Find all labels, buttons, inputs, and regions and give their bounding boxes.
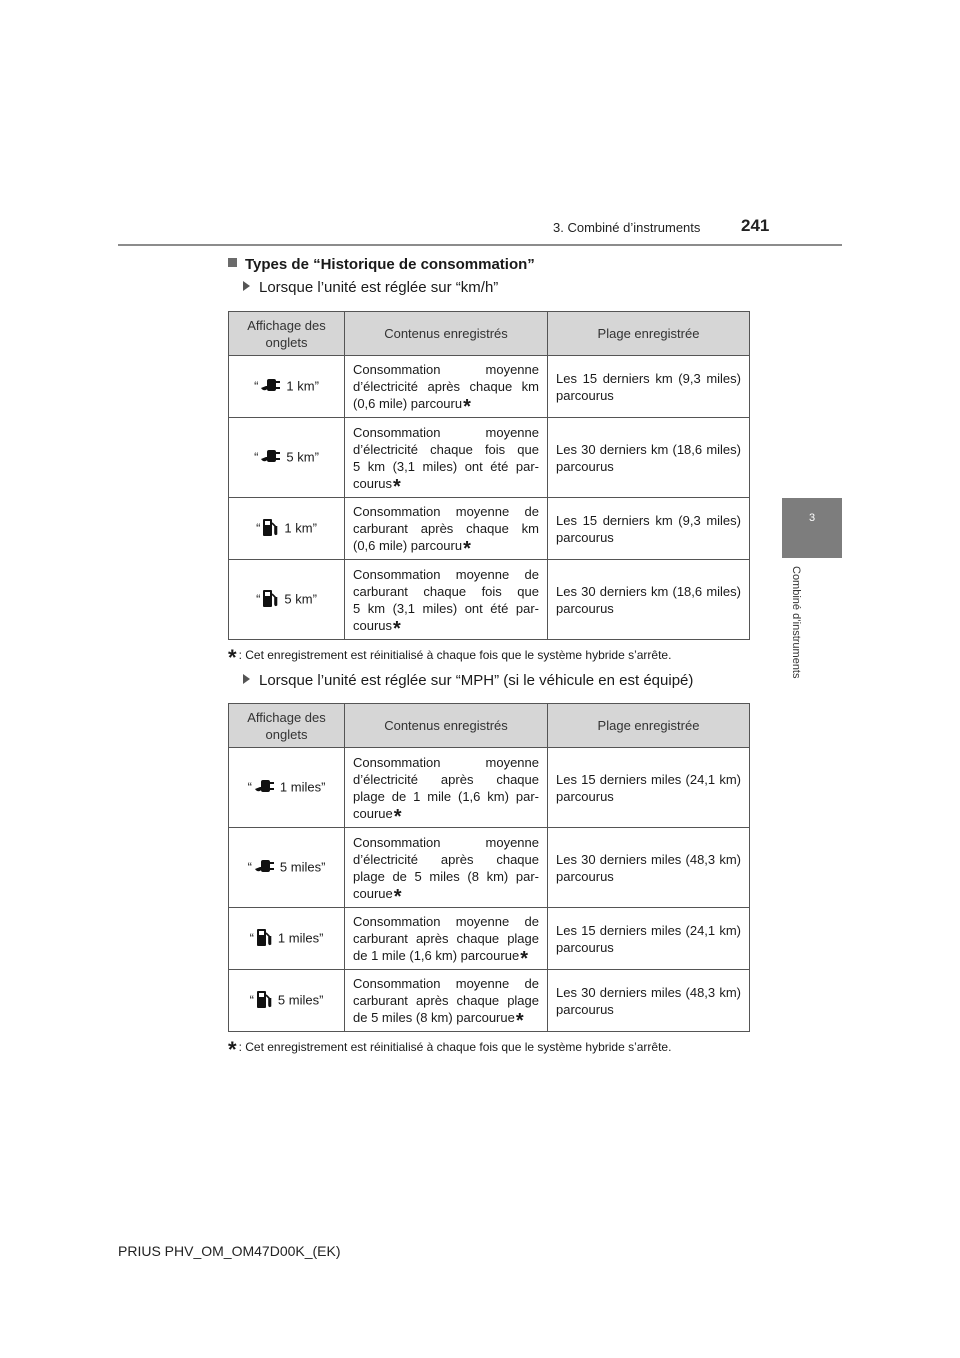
tab-display-cell xyxy=(229,418,345,498)
content-line: d’électricité après chaque xyxy=(353,771,539,787)
content-line: Consommation moyenne xyxy=(353,424,539,440)
tab-display-cell xyxy=(229,498,345,560)
fuel-pump-icon xyxy=(256,989,272,1013)
content-line: carburant après chaque plage xyxy=(353,993,539,1008)
content-line: 5 km (3,1 miles) ont été par- xyxy=(353,458,539,474)
chapter-number: 3 xyxy=(808,512,816,524)
content-line: Consommation moyenne de xyxy=(353,914,539,929)
content-line: carburant chaque fois que xyxy=(353,583,539,599)
asterisk-icon: * xyxy=(463,538,471,560)
footnote-text: : Cet enregistrement est réinitialisé à chaque fois que le système hybride s’arrête. xyxy=(238,648,672,662)
content-line: (0,6 mile) parcouru* xyxy=(353,396,471,418)
document-id: PRIUS PHV_OM_OM47D00K_(EK) xyxy=(118,1243,341,1259)
table-row xyxy=(229,560,750,640)
subheading-text: Lorsque l’unité est réglée sur “MPH” (si le véhicule en est équipé) xyxy=(259,672,694,689)
recorded-content-cell xyxy=(345,418,548,498)
section-heading-text: Types de “Historique de consommation” xyxy=(245,256,535,273)
content-line: d’électricité chaque fois que xyxy=(353,441,539,457)
triangle-bullet-icon xyxy=(243,281,250,291)
content-line: Consommation moyenne de xyxy=(353,566,539,582)
subheading-mph xyxy=(243,672,693,689)
subheading-text: Lorsque l’unité est réglée sur “km/h” xyxy=(259,279,499,296)
content-line: d’électricité après chaque xyxy=(353,851,539,867)
content-line: de 5 miles (8 km) parcourue* xyxy=(353,1010,524,1032)
open-quote: “ xyxy=(256,590,261,606)
recorded-range-cell: Les 15 derniers miles (24,1 km) parcourus xyxy=(548,748,750,828)
asterisk-icon: * xyxy=(393,805,402,828)
table-row xyxy=(229,498,750,560)
recorded-range-cell: Les 30 derniers km (18,6 miles) parcourus xyxy=(548,418,750,498)
table-row xyxy=(229,748,750,828)
tab-display-cell xyxy=(229,828,345,908)
content-line: Consommation moyenne de xyxy=(353,504,539,519)
content-line: Consommation moyenne xyxy=(353,362,539,377)
asterisk-icon: * xyxy=(228,1037,237,1062)
open-quote: “ xyxy=(249,929,254,945)
content-line: Consommation moyenne xyxy=(353,834,539,850)
content-line: courue* xyxy=(353,805,402,828)
square-bullet-icon xyxy=(228,258,237,267)
tab-display-cell xyxy=(229,908,345,970)
recorded-range-cell: Les 30 derniers km (18,6 miles) parcourus xyxy=(548,560,750,640)
fuel-pump-icon xyxy=(262,588,278,612)
column-header: Plage enregistrée xyxy=(548,704,750,748)
tab-label: 1 km” xyxy=(284,519,317,535)
tab-display-cell xyxy=(229,748,345,828)
open-quote: “ xyxy=(247,858,252,874)
recorded-range-cell: Les 30 derniers miles (48,3 km) parcourus xyxy=(548,828,750,908)
table-row xyxy=(229,970,750,1032)
ev-plug-icon xyxy=(260,376,280,398)
column-header: Contenus enregistrés xyxy=(345,704,548,748)
table-row xyxy=(229,418,750,498)
section-heading xyxy=(228,256,535,273)
column-header: Affichage des onglets xyxy=(229,704,345,748)
content-line: de 1 mile (1,6 km) parcourue* xyxy=(353,948,528,970)
open-quote: “ xyxy=(254,377,259,393)
ev-plug-icon xyxy=(260,447,280,469)
content-line: 5 km (3,1 miles) ont été par- xyxy=(353,600,539,616)
column-header: Affichage des onglets xyxy=(229,312,345,356)
fuel-pump-icon xyxy=(262,517,278,541)
header-divider xyxy=(118,244,842,246)
content-line: Consommation moyenne de xyxy=(353,976,539,991)
tab-label: 5 km” xyxy=(284,590,317,606)
triangle-bullet-icon xyxy=(243,674,250,684)
table-row xyxy=(229,908,750,970)
ev-plug-icon xyxy=(254,857,274,879)
recorded-content-cell xyxy=(345,828,548,908)
history-table-mph xyxy=(228,703,750,1032)
recorded-range-cell: Les 15 derniers km (9,3 miles) parcourus xyxy=(548,356,750,418)
recorded-content-cell xyxy=(345,498,548,560)
asterisk-icon: * xyxy=(520,948,528,970)
recorded-content-cell xyxy=(345,560,548,640)
footnote-text: : Cet enregistrement est réinitialisé à chaque fois que le système hybride s’arrête. xyxy=(238,1040,672,1054)
tab-label: 1 miles” xyxy=(279,778,326,794)
tab-label: 1 km” xyxy=(286,377,319,393)
open-quote: “ xyxy=(254,448,259,464)
tab-display-cell xyxy=(229,356,345,418)
chapter-tab xyxy=(782,498,842,558)
asterisk-icon: * xyxy=(228,645,237,670)
tab-label: 1 miles” xyxy=(277,929,324,945)
table-row xyxy=(229,356,750,418)
content-line: courue* xyxy=(353,885,402,908)
tab-label: 5 miles” xyxy=(277,991,324,1007)
open-quote: “ xyxy=(256,519,261,535)
fuel-pump-icon xyxy=(256,927,272,951)
tab-label: 5 km” xyxy=(286,448,319,464)
subheading-kmh xyxy=(243,279,498,296)
page-section-title: 3. Combiné d’instruments xyxy=(553,220,701,235)
asterisk-icon: * xyxy=(393,617,401,640)
recorded-content-cell xyxy=(345,748,548,828)
page-number: 241 xyxy=(741,216,770,235)
recorded-content-cell xyxy=(345,356,548,418)
column-header: Contenus enregistrés xyxy=(345,312,548,356)
asterisk-icon: * xyxy=(463,396,471,418)
content-line: courus* xyxy=(353,617,401,640)
footnote xyxy=(228,645,672,670)
open-quote: “ xyxy=(247,778,252,794)
content-line: (0,6 mile) parcouru* xyxy=(353,538,471,560)
content-line: Consommation moyenne xyxy=(353,754,539,770)
footnote xyxy=(228,1037,672,1062)
recorded-content-cell xyxy=(345,970,548,1032)
tab-label: 5 miles” xyxy=(279,858,326,874)
content-line: plage de 1 mile (1,6 km) par- xyxy=(353,788,539,804)
chapter-label: Combiné d’instruments xyxy=(790,566,802,679)
recorded-range-cell: Les 15 derniers miles (24,1 km) parcourus xyxy=(548,908,750,970)
asterisk-icon: * xyxy=(393,475,401,498)
open-quote: “ xyxy=(249,991,254,1007)
content-line: carburant après chaque plage xyxy=(353,931,539,946)
recorded-content-cell xyxy=(345,908,548,970)
content-line: plage de 5 miles (8 km) par- xyxy=(353,868,539,884)
ev-plug-icon xyxy=(254,777,274,799)
content-line: courus* xyxy=(353,475,401,498)
column-header: Plage enregistrée xyxy=(548,312,750,356)
table-header-row xyxy=(229,704,750,748)
tab-display-cell xyxy=(229,970,345,1032)
recorded-range-cell: Les 15 derniers km (9,3 miles) parcourus xyxy=(548,498,750,560)
history-table-kmh xyxy=(228,311,750,640)
asterisk-icon: * xyxy=(393,885,402,908)
recorded-range-cell: Les 30 derniers miles (48,3 km) parcourus xyxy=(548,970,750,1032)
table-row xyxy=(229,828,750,908)
tab-display-cell xyxy=(229,560,345,640)
asterisk-icon: * xyxy=(515,1010,524,1032)
content-line: d’électricité après chaque km xyxy=(353,379,539,394)
table-header-row xyxy=(229,312,750,356)
content-line: carburant après chaque km xyxy=(353,521,539,536)
